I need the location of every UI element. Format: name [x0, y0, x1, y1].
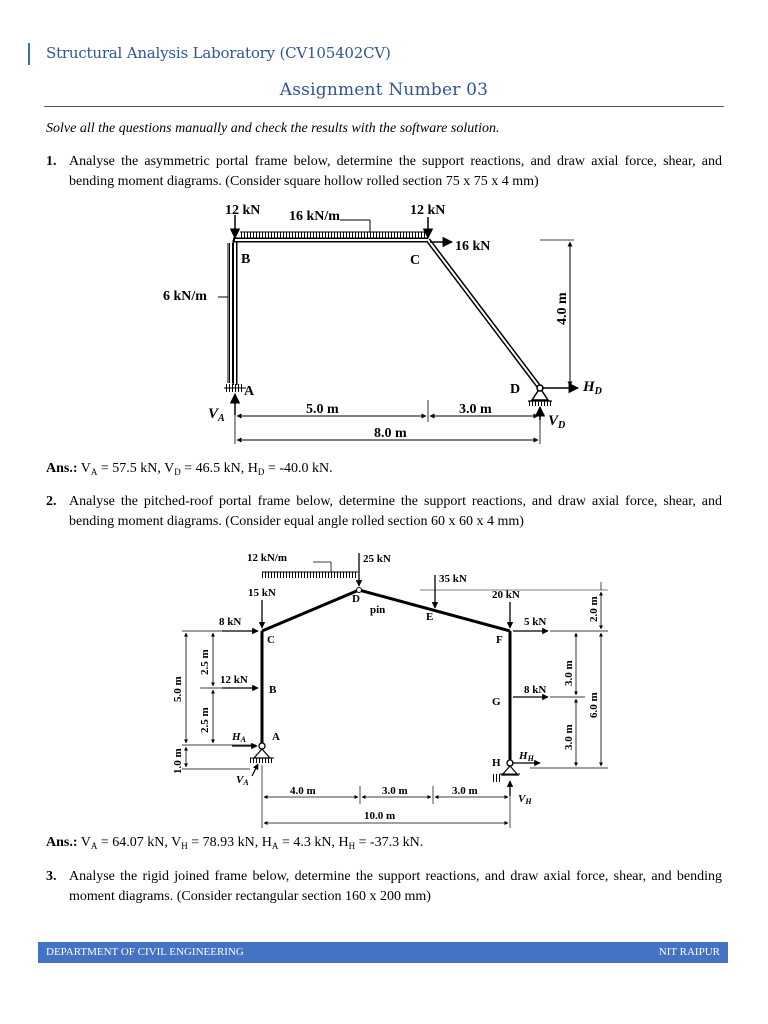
- dim-2m: 2.0 m: [588, 596, 600, 622]
- reaction-HA: HA: [232, 731, 246, 744]
- dim-2.5m-b: 2.5 m: [199, 707, 211, 733]
- question-number: 1.: [46, 154, 57, 169]
- question-text: Analyse the pitched-roof portal frame below, determine the support reactions, and draw axial force, shear, and bending moment diagrams. (Consider equal angle rolled section 60 x 60 x 4 mm): [69, 494, 722, 529]
- node-E: E: [426, 611, 434, 623]
- reaction-HD: $H_D$: [583, 379, 602, 397]
- load-15kN: 15 kN: [248, 587, 276, 599]
- answer-1: Ans.: $V_A = 57.5$ kN, $V_D = 46.5$ kN, $H_D = -40.0$ kN.: [46, 461, 333, 477]
- footer-institute: NIT RAIPUR: [658, 946, 720, 958]
- load-8kN-left: 8 kN: [219, 616, 242, 628]
- dim-5m: 5.0 m: [306, 402, 339, 417]
- dim-3m: 3.0 m: [459, 402, 492, 417]
- answer-2: Ans.: $V_A = 64.07$ kN, $V_H = 78.93$ kN, $H_A = 4.3$ kN, $H_H = -37.3$ kN.: [46, 835, 424, 851]
- course-title: Structural Analysis Laboratory (CV105402CV): [46, 44, 391, 62]
- node-C: C: [267, 634, 275, 646]
- reaction-VD: $V_D$: [548, 413, 566, 431]
- question-text: Analyse the rigid joined frame below, determine the support reactions, and draw axial force, shear, and bending moment diagrams. (Consider rectangular section 160 x 200 mm): [69, 869, 722, 904]
- page-footer: [38, 942, 728, 963]
- load-16kN: 16 kN: [455, 239, 491, 254]
- node-C: C: [410, 253, 421, 268]
- udl-top-label: 16 kN/m: [289, 209, 340, 224]
- load-20kN: 20 kN: [492, 589, 520, 601]
- footer-department: DEPARTMENT OF CIVIL ENGINEERING: [46, 946, 244, 958]
- load-12kN-right: 12 kN: [410, 203, 446, 218]
- dim-3m-r2: 3.0 m: [563, 724, 575, 750]
- node-F: F: [496, 634, 503, 646]
- load-12kN-left: 12 kN: [225, 203, 261, 218]
- reaction-VA: $V_A$: [208, 406, 225, 424]
- member-CD: [262, 590, 359, 631]
- node-D: D: [352, 593, 360, 605]
- dim-5m: 5.0 m: [172, 676, 184, 702]
- reaction-VA: VA: [236, 774, 249, 787]
- load-35kN: 35 kN: [439, 573, 467, 585]
- node-A: A: [244, 384, 255, 399]
- node-A: A: [272, 731, 280, 743]
- question-number: 3.: [46, 869, 57, 884]
- load-12kN: 12 kN: [220, 674, 248, 686]
- reaction-VH: VH: [518, 793, 532, 806]
- question-number: 2.: [46, 494, 57, 509]
- dim-8m: 8.0 m: [374, 426, 407, 441]
- dim-3m-r1: 3.0 m: [563, 660, 575, 686]
- node-H: H: [492, 757, 501, 769]
- dim-4m: 4.0 m: [290, 785, 316, 797]
- node-B: B: [269, 684, 277, 696]
- load-8kN-right: 8 kN: [524, 684, 547, 696]
- question-text: Analyse the asymmetric portal frame below, determine the support reactions, and draw axial force, shear, and bending moment diagrams. (Consider square hollow rolled section 75 x 75 x 4 mm): [69, 154, 722, 189]
- node-G: G: [492, 696, 501, 708]
- instructions-text: Solve all the questions manually and check the results with the software solution.: [46, 121, 500, 136]
- node-pin: pin: [370, 604, 386, 616]
- udl-left-label: 6 kN/m: [163, 289, 207, 304]
- assignment-title: Assignment Number 03: [279, 80, 489, 100]
- node-B: B: [241, 252, 251, 267]
- dim-3m-b: 3.0 m: [452, 785, 478, 797]
- dim-2.5m-a: 2.5 m: [199, 649, 211, 675]
- reaction-HH: HH: [519, 750, 534, 763]
- load-5kN: 5 kN: [524, 616, 547, 628]
- question-3: [46, 867, 722, 906]
- dim-6m: 6.0 m: [588, 692, 600, 718]
- dim-4m: 4.0 m: [555, 292, 570, 325]
- dim-1m: 1.0 m: [172, 748, 184, 774]
- dim-10m: 10.0 m: [364, 810, 396, 822]
- udl-label: 12 kN/m: [247, 552, 288, 564]
- dim-3m-a: 3.0 m: [382, 785, 408, 797]
- load-25kN: 25 kN: [363, 553, 391, 565]
- node-D: D: [510, 382, 521, 397]
